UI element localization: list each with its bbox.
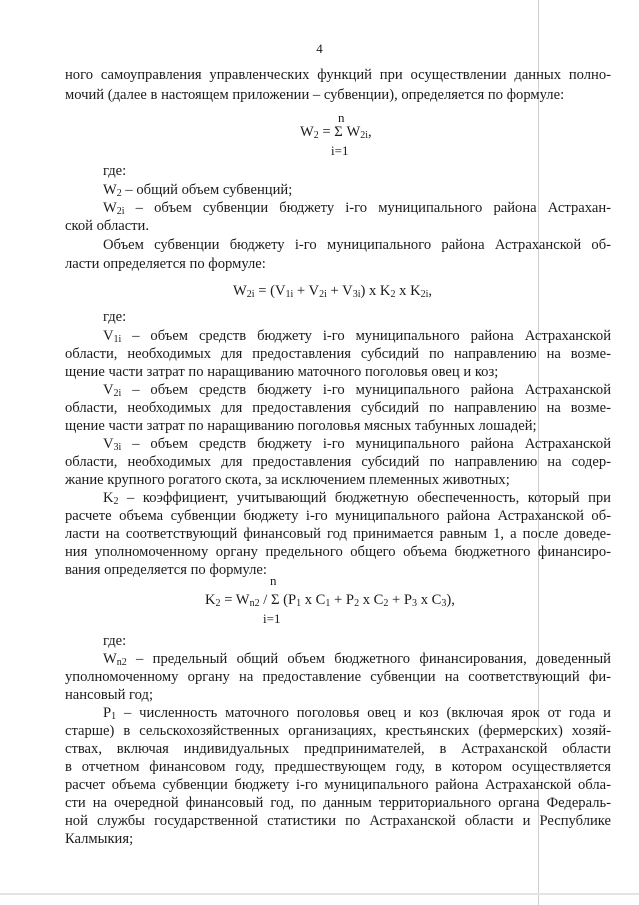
formula-2: $W_{2i} = (V_{1i} + V_{2i} + V_{3i})$ x $K_2$ x $K_{2i}$, (233, 283, 433, 300)
text-line: расчете объема субвенции бюджету i-го муниципального района Астраханской об- (65, 508, 611, 524)
formula-3-lower: i=1 (263, 611, 281, 626)
text-line: жание крупного рогатого скота, за исключением племенных животных; (65, 472, 510, 488)
text-line: ной службы государственной статистики по Астраханской области и Республике (65, 813, 611, 829)
text-line: ствах, включая индивидуальных предпринимателей, в Астраханской области (65, 741, 611, 757)
page-number: 4 (316, 41, 323, 56)
def-v1: $V_{1i}$ – объем средств бюджету i-го муниципального района Астраханской (103, 328, 611, 345)
text-line: щение части затрат по наращиванию маточного поголовья овец и коз; (65, 364, 499, 380)
text-line: ласти на соответствующий финансовый год принимается равным 1, а после доведе- (65, 526, 611, 542)
def-v2: $V_{2i}$ – объем средств бюджету i-го муниципального района Астраханской (103, 382, 611, 399)
text-line: нансовый год; (65, 687, 154, 703)
formula-3: $K_2 = W_{n2} / \Sigma$ ($P_1$ x $C_1 + P_2$ x $C_2 + P_3$ x $C_3$), (205, 592, 455, 609)
formula-1-upper: n (338, 110, 345, 125)
text-line: Калмыкия; (65, 831, 134, 847)
text-line: вания определяется по формуле: (65, 562, 267, 578)
formula-3-upper: n (270, 573, 277, 588)
def-w2: $W_2$ – общий объем субвенций; (103, 182, 293, 199)
def-p1: $P_1$ – численность маточного поголовья овец и коз (включая ярок от года и (103, 705, 611, 722)
text-line: ласти определяется по формуле: (65, 256, 266, 272)
text-line: Объем субвенции бюджету i-го муниципального района Астраханской об- (103, 237, 611, 253)
scan-bottom-edge (0, 893, 639, 895)
def-wn2: $W_{n2}$ – предельный общий объем бюджетного финансирования, доведенный (103, 651, 611, 668)
text-line: области, необходимых для предоставления субсидий по направлению на содер- (65, 454, 611, 470)
text-line: в отчетном финансовом году, предшествующем году, в котором осуществляется (65, 759, 611, 775)
formula-1: $W_2 = \Sigma$ $W_{2i}$, (300, 124, 372, 141)
def-k2: $K_2$ – коэффициент, учитывающий бюджетную обеспеченность, который при (103, 490, 611, 507)
text-line: области, необходимых для предоставления субсидий по направлению на возме- (65, 346, 611, 362)
text-line: ния уполномоченному органу предельного общего объема бюджетного финансиро- (65, 544, 611, 560)
def-w2i: $W_{2i}$ – объем субвенции бюджету i-го муниципального района Астрахан- (103, 200, 611, 217)
where-label: где: (103, 163, 127, 179)
formula-1-lower: i=1 (331, 143, 349, 158)
text-line: мочий (далее в настоящем приложении – субвенции), определяется по формуле: (65, 87, 565, 103)
where-label: где: (103, 633, 127, 649)
text-line: ской области. (65, 218, 150, 234)
def-v3: $V_{3i}$ – объем средств бюджету i-го муниципального района Астраханской (103, 436, 611, 453)
text-line: ного самоуправления управленческих функций при осуществлении данных полно- (65, 67, 611, 83)
where-label: где: (103, 309, 127, 325)
text-line: щение части затрат по наращиванию поголовья мясных табунных лошадей; (65, 418, 537, 434)
text-line: сти на очередной финансовый год, по данным территориального органа Федераль- (65, 795, 611, 811)
text-line: области, необходимых для предоставления субсидий по направлению на возме- (65, 400, 611, 416)
text-line: старше) в сельскохозяйственных организациях, крестьянских (фермерских) хозяй- (65, 723, 611, 739)
text-line: уполномоченному органу на предоставление субвенции на соответствующий фи- (65, 669, 611, 685)
text-line: расчет объема субвенции бюджету i-го муниципального района Астраханской обла- (65, 777, 611, 793)
